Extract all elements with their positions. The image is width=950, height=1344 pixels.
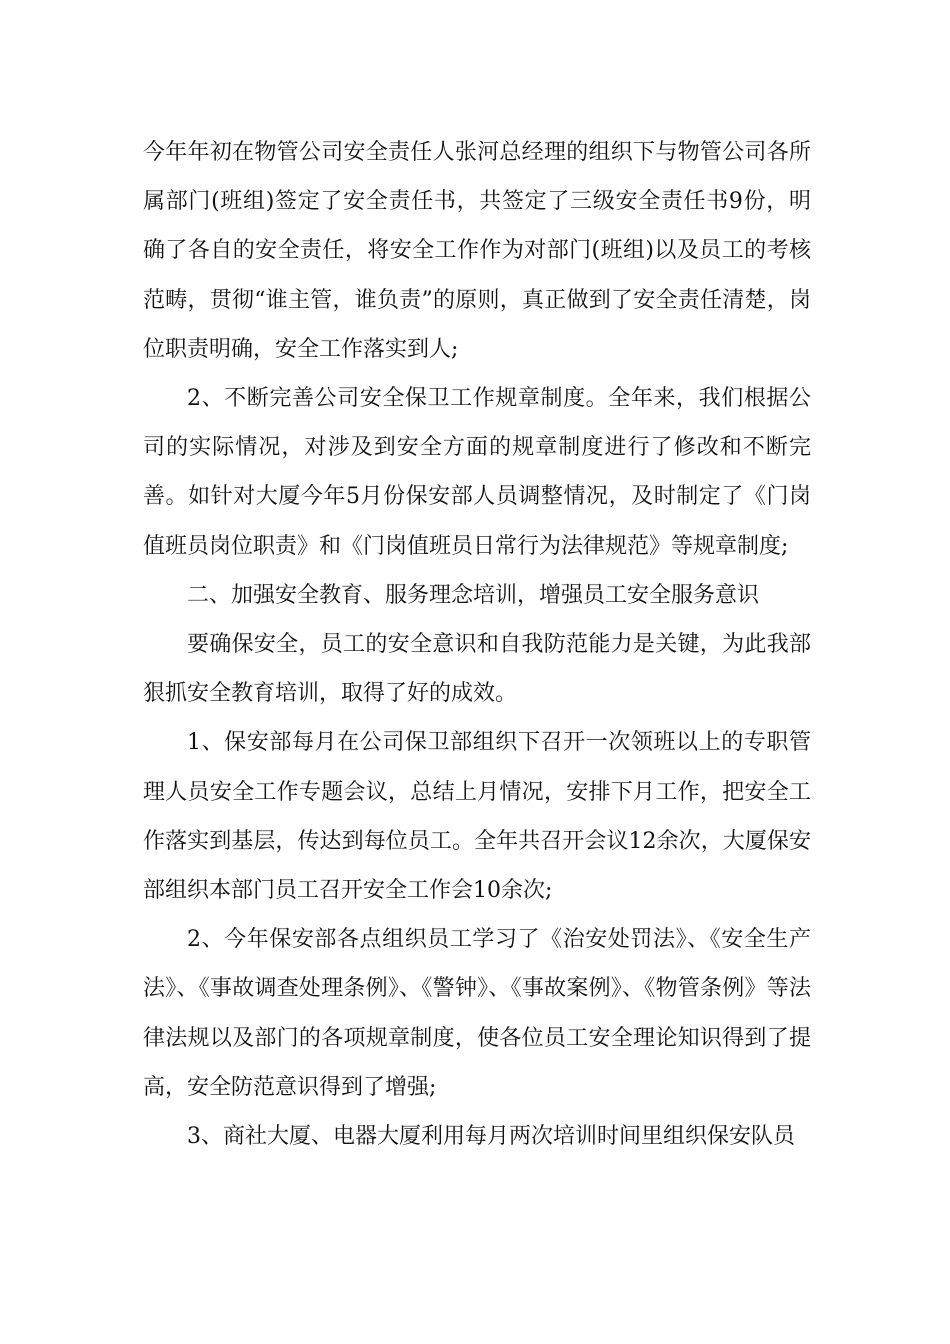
paragraph-law-study: 2、今年保安部各点组织员工学习了《治安处罚法》、《安全生产法》、《事故调查处理条例》、《警钟》、《事故案例》、《物管条例》等法律法规以及部门的各项规章制度，使各位员工安全理论知识得到了提高，安全防范意识得到了增强; xyxy=(143,927,811,1100)
paragraph-monthly-meetings: 1、保安部每月在公司保卫部组织下召开一次领班以上的专职管理人员安全工作专题会议，总结上月情况，安排下月工作，把安全工作落实到基层，传达到每位员工。全年共召开会议12余次，大厦保安部组织本部门员工召开安全工作会10余次; xyxy=(143,730,811,904)
section-heading-safety-education: 二、加强安全教育、服务理念培训，增强员工安全服务意识 xyxy=(187,582,760,608)
paragraph-responsibility-signing: 今年年初在物管公司安全责任人张河总经理的组织下与物管公司各所属部门(班组)签定了安全责任书，共签定了三级安全责任书9份，明确了各自的安全责任，将安全工作作为对部门(班组)以及员工的考核范畴，贯彻“谁主管，谁负责”的原则，真正做到了安全责任清楚，岗位职责明确，安全工作落实到人; xyxy=(143,140,811,362)
document-body xyxy=(143,128,811,1161)
paragraph-rules-improvement: 2、不断完善公司安全保卫工作规章制度。全年来，我们根据公司的实际情况，对涉及到安全方面的规章制度进行了修改和不断完善。如针对大厦今年5月份保安部人员调整情况，及时制定了《门岗值班员岗位职责》和《门岗值班员日常行为法律规范》等规章制度; xyxy=(143,386,811,559)
paragraph-training-sessions: 3、商社大厦、电器大厦利用每月两次培训时间里组织保安队员 xyxy=(187,1124,795,1150)
paragraph-education-intro: 要确保安全，员工的安全意识和自我防范能力是关键，为此我部狠抓安全教育培训，取得了好的成效。 xyxy=(143,632,811,707)
